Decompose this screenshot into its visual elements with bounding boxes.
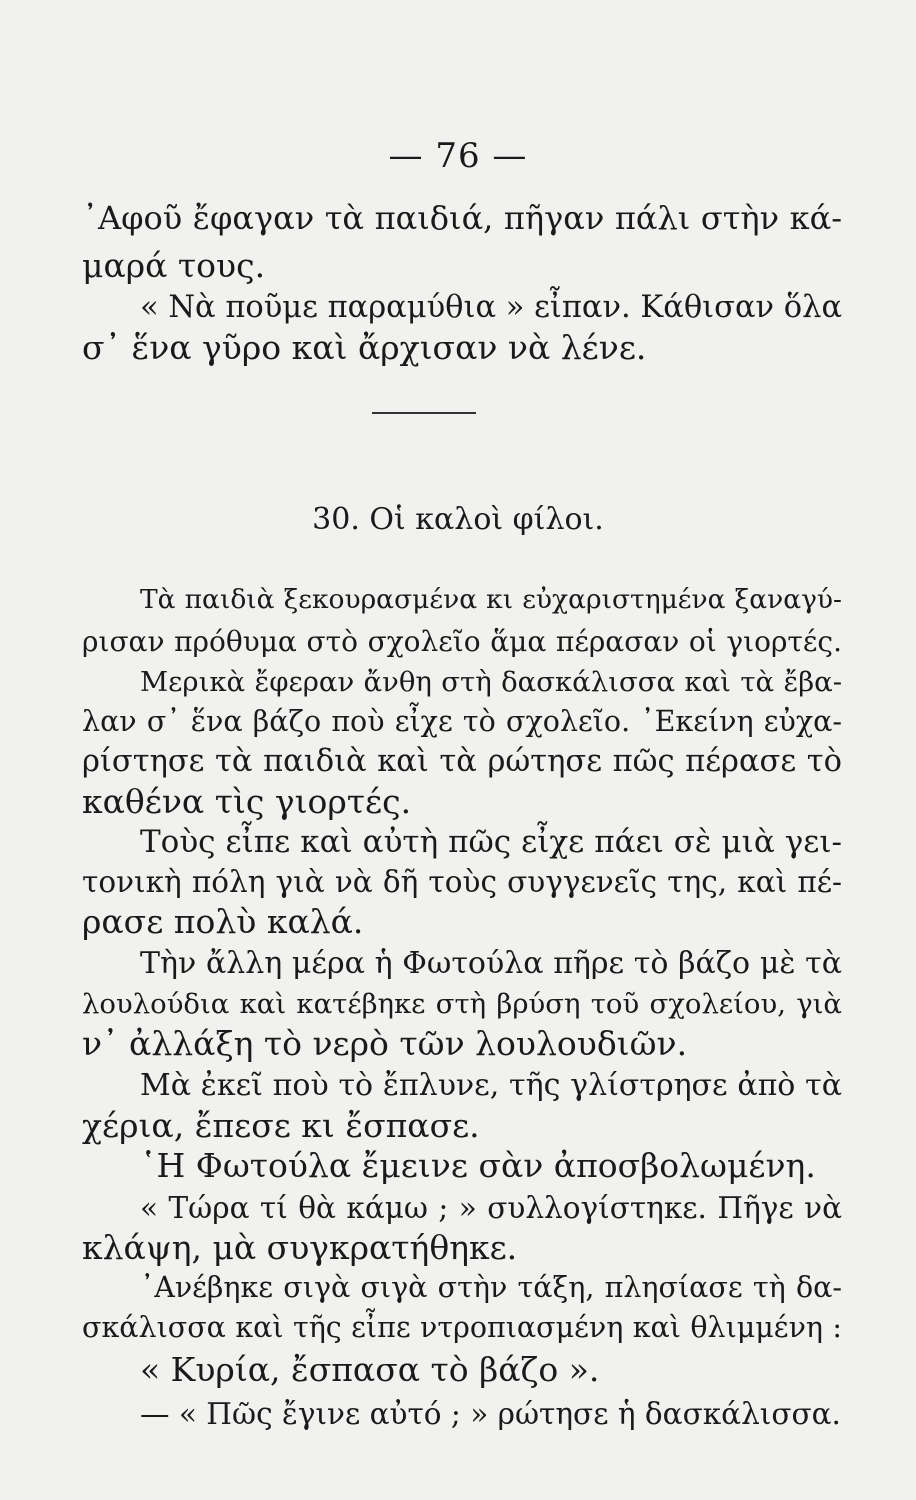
- body-line: τονικὴ πόλη γιὰ νὰ δῆ τοὺς συγγενεῖς της, καὶ πέ-: [82, 865, 842, 899]
- body-line: ρασε πολὺ καλά.: [82, 902, 364, 941]
- body-line: ρισαν πρόθυμα στὸ σχολεῖο ἅμα πέρασαν οἱ γιορτές.: [82, 625, 842, 658]
- section-title: 30. Οἱ καλοὶ φίλοι.: [312, 502, 604, 537]
- intro-line: ᾿Αφοῦ ἔφαγαν τὰ παιδιά, πῆγαν πάλι στὴν κά-: [82, 199, 842, 237]
- body-line: κλάψη, μὰ συγκρατήθηκε.: [82, 1228, 518, 1267]
- body-line: σκάλισσα καὶ τῆς εἶπε ντροπιασμένη καὶ θλιμμένη :: [82, 1311, 842, 1344]
- body-line: ν᾿ ἀλλάξη τὸ νερὸ τῶν λουλουδιῶν.: [82, 1024, 688, 1063]
- intro-line: σ᾿ ἕνα γῦρο καὶ ἄρχισαν νὰ λένε.: [82, 328, 647, 367]
- body-line: « Κυρία, ἔσπασα τὸ βάζο ».: [140, 1350, 600, 1389]
- body-line: Τὴν ἄλλη μέρα ἡ Φωτούλα πῆρε τὸ βάζο μὲ τὰ: [140, 946, 842, 981]
- section-divider: [372, 412, 476, 414]
- body-line: λαν σ᾿ ἕνα βάζο ποὺ εἶχε τὸ σχολεῖο. ᾿Εκείνη εὐχα-: [82, 705, 842, 738]
- page-number: — 76 —: [388, 136, 528, 176]
- body-line: ῾Η Φωτούλα ἔμεινε σὰν ἀποσβολωμένη.: [140, 1146, 816, 1185]
- body-line: ᾿Ανέβηκε σιγὰ σιγὰ στὴν τάξη, πλησίασε τὴ δα-: [140, 1271, 842, 1304]
- body-line: Μὰ ἐκεῖ ποὺ τὸ ἔπλυνε, τῆς γλίστρησε ἀπὸ τὰ: [140, 1068, 842, 1103]
- body-line: Μερικὰ ἔφεραν ἄνθη στὴ δασκάλισσα καὶ τὰ ἔβα-: [140, 666, 842, 698]
- body-line: χέρια, ἔπεσε κι ἔσπασε.: [82, 1106, 480, 1145]
- body-line: καθένα τὶς γιορτές.: [82, 782, 412, 821]
- intro-line: « Νὰ ποῦμε παραμύθια » εἶπαν. Κάθισαν ὅλα: [140, 290, 843, 325]
- intro-line: μαρά τους.: [82, 246, 266, 285]
- body-line: λουλούδια καὶ κατέβηκε στὴ βρύση τοῦ σχολείου, γιὰ: [82, 988, 842, 1020]
- body-line: « Τώρα τί θὰ κάμω ; » συλλογίστηκε. Πῆγε νὰ: [140, 1191, 842, 1225]
- body-line: Τοὺς εἶπε καὶ αὐτὴ πῶς εἶχε πάει σὲ μιὰ γει-: [140, 824, 842, 860]
- body-line: Τὰ παιδιὰ ξεκουρασμένα κι εὐχαριστημένα ξαναγύ-: [140, 584, 842, 615]
- body-line: ρίστησε τὰ παιδιὰ καὶ τὰ ρώτησε πῶς πέρασε τὸ: [82, 744, 842, 779]
- body-line: — « Πῶς ἔγινε αὐτό ; » ρώτησε ἡ δασκάλισσα.: [140, 1397, 841, 1431]
